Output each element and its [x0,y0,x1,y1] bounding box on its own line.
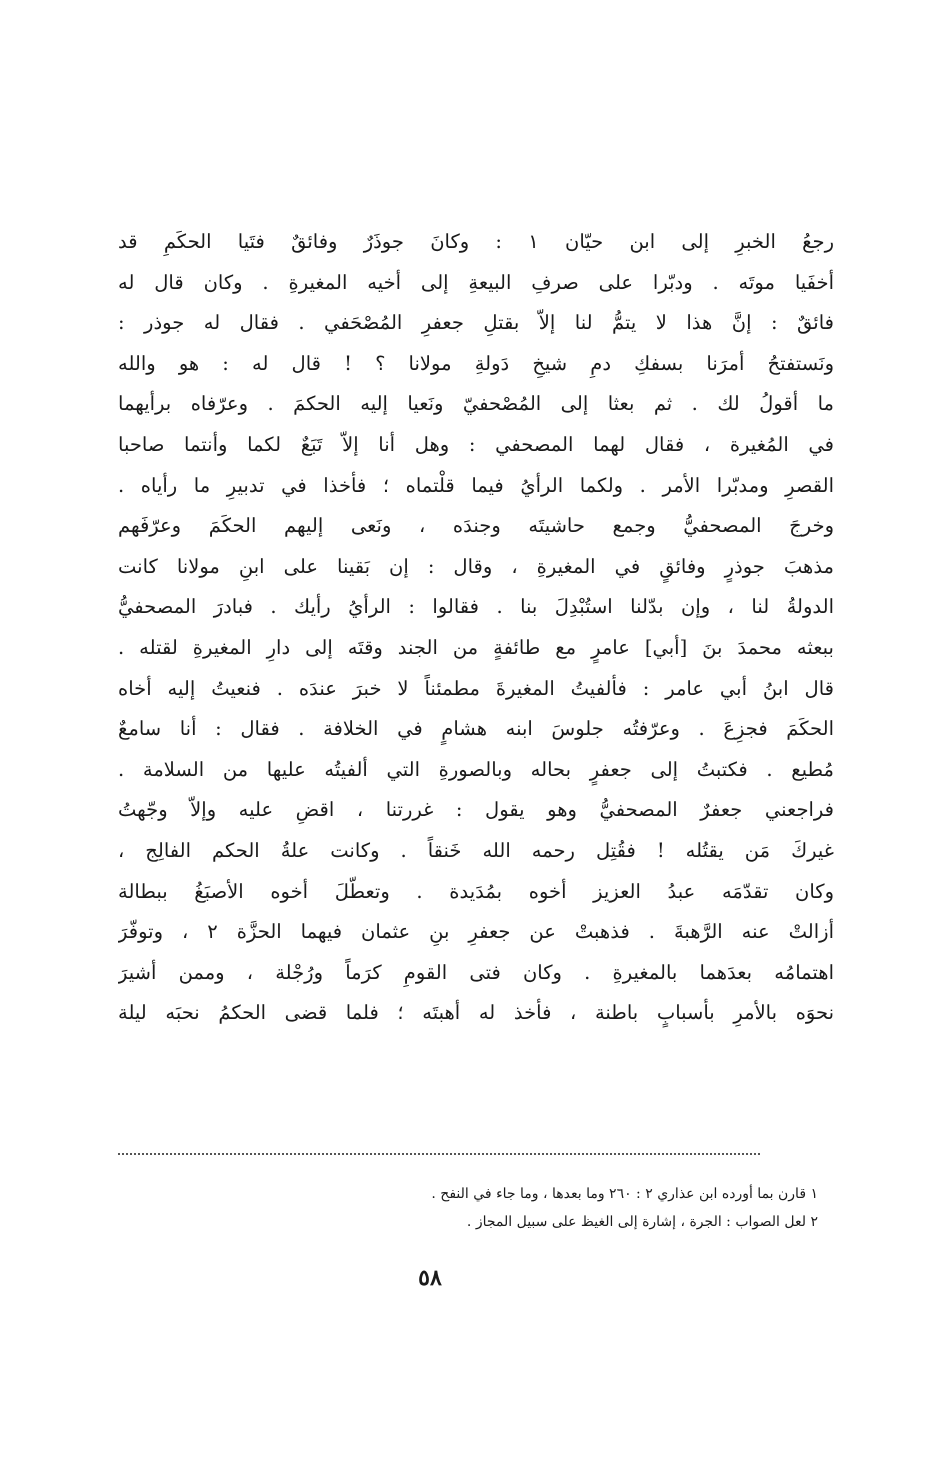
text-line: مذهبَ جوذرٍ وفائقٍ في المغيرةِ ، وقال : إن بَقينا على ابنِ مولانا كانت [118,554,834,578]
text-line: قال ابنُ أبي عامر : فألفيتُ المغيرةَ مطمئناً لا خبرَ عندَه . فنعيتُ إليه أخاه [118,676,834,700]
footnote-separator [118,1153,760,1155]
text-line: ما أقولُ لك . ثم بعثا إلى المُصْحفيّ ونَعيا إليه الحكمَ . وعرّفاه برأيهما [118,392,834,416]
text-line: الدولةُ لنا ، وإن بدّلنا استُبْدِلَ بنا . فقالوا : الرأيُ رأيك . فبادرَ المصحفيُّ [118,595,834,619]
text-line: أخفَيا موتَه . ودبّرا على صرفِ البيعةِ إلى أخيه المغيرةِ . وكان قال له [118,270,834,294]
text-line: ونَستفتحُ أمرَنا بسفكِ دمِ شيخِ دَولةِ مولانا ؟ ! قال له : هو والله [118,351,834,375]
text-line: مُطيع . فكتبتُ إلى جعفرٍ بحاله وبالصورةِ التي ألفيتُه عليها من السلامة . [118,757,834,781]
text-line: الحكَمَ فجزِعَ . وعرّفتُه جلوسَ ابنه هشامٍ في الخلافة . فقال : أنا سامعٌ [118,717,834,741]
text-line: القصرِ ومدبّرا الأمر . ولكما الرأيُ فيما قلْتماه ؛ فأخذا في تدبيرِ ما رأياه . [118,473,834,497]
text-line: اهتمامُه بعدَهما بالمغيرةِ . وكان فتى القومِ كرَماً ورُجْلة ، وممن أشيرَ [118,960,834,984]
text-line: نحوَه بالأمرِ بأسبابٍ باطنة ، فأخذ له أهبتَه ؛ فلما قضى الحكمُ نحبَه ليلة [118,1001,834,1025]
footnote: ٢ لعل الصواب : الجرة ، إشارة إلى الغيظ على سبيل المجاز . [466,1214,818,1230]
text-line: أزالتْ عنه الرَّهبةَ . فذهبتْ عن جعفرِ بنِ عثمان فيهما الحزَّة ٢ ، وتوفّرَ [118,920,834,944]
page-number: ٥٨ [418,1265,442,1291]
text-line: فائقٌ : إنَّ هذا لا يتمُّ لنا إلاّ بقتلِ جعفرِ المُصْحَفي . فقال له جوذر : [118,311,834,335]
text-line: في المُغيرة ، فقال لهما المصحفي : وهل أنا إلاّ تَبَعٌ لكما وأنتما صاحبا [118,432,834,456]
text-line: غيركَ مَن يقتُله ! فقُتِل رحمه الله خَنقاً . وكانت علةُ الحكم الفالِج ، [118,838,834,862]
footnotes-block [118,1180,818,1236]
text-line: ببعثه محمدَ بنَ [أبي] عامرٍ مع طائفةٍ من الجند وقتَه إلى دارِ المغيرةِ لقتله . [118,635,834,659]
text-line: وكان تقدّمَه عبدُ العزيز أخوه بمُدَيدة . وتعطّلَ أخوه الأصبَغُ ببطالة [118,879,834,903]
footnote: ١ قارن بما أورده ابن عذاري ٢ : ٢٦٠ وما بعدها ، وما جاء في النفح . [431,1186,818,1202]
text-line: فراجعني جعفرٌ المصحفيُّ وهو يقول : غررتنا ، اقضِ عليه وإلاّ وجّهتُ [118,798,834,822]
text-line: رجعُ الخبرِ إلى ابن حيّان ١ : وكانَ جوذَرٌ وفائقٌ فتَيا الحكَمِ قد [118,230,834,253]
main-text-block [118,222,834,1034]
text-line: وخرجَ المصحفيُّ وجمع حاشيتَه وجندَه ، ونَعى إليهم الحكَمَ وعرّفَهم [118,514,834,538]
